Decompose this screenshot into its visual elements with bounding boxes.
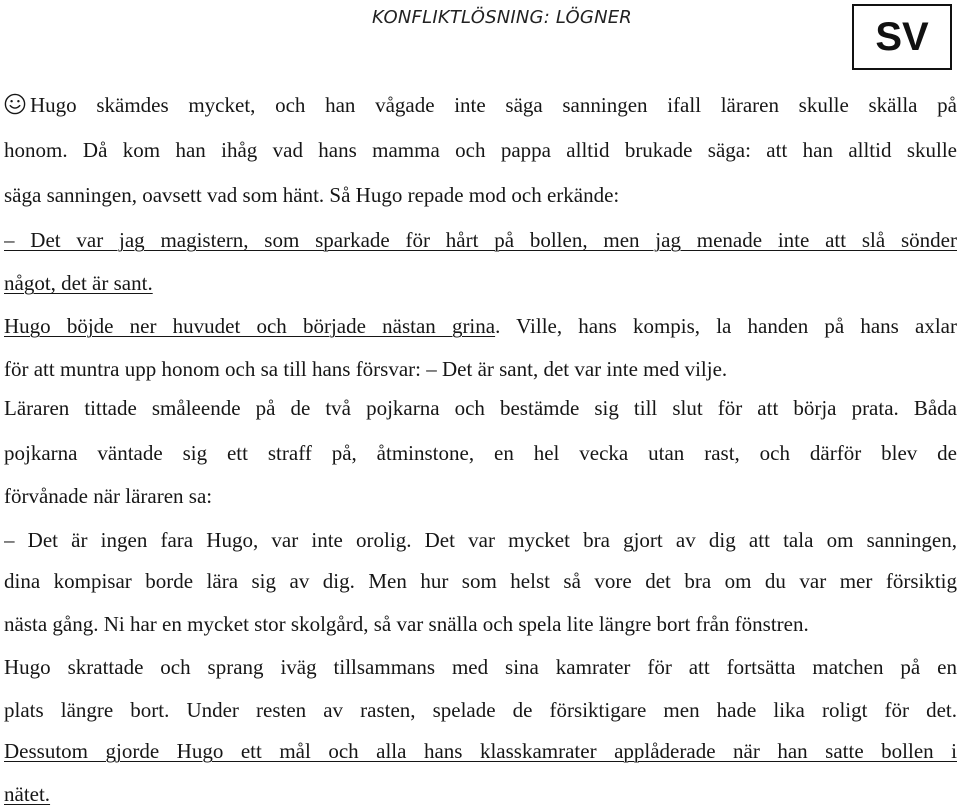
story-text-segment: nästa gång. Ni har en mycket stor skolgård, så var snälla och spela lite längre bort från fönstren. bbox=[4, 612, 809, 636]
story-line bbox=[4, 90, 957, 120]
story-underlined-segment: – Det var jag magistern, som sparkade för hårt på bollen, men jag menade inte att slå sönder bbox=[4, 228, 957, 252]
story-text-segment: säga sanningen, oavsett vad som hänt. Så Hugo repade mod och erkände: bbox=[4, 183, 620, 207]
story-text-segment: pojkarna väntade sig ett straff på, åtminstone, en hel vecka utan rast, och därför blev de bbox=[4, 441, 957, 465]
story-line bbox=[4, 525, 957, 555]
story-line bbox=[4, 609, 957, 639]
story-line bbox=[4, 268, 957, 298]
story-text-segment: för att muntra upp honom och sa till hans försvar: – Det är sant, det var inte med vilje. bbox=[4, 357, 728, 381]
story-line bbox=[4, 652, 957, 682]
story-line bbox=[4, 225, 957, 255]
story-line bbox=[4, 311, 957, 341]
story-line bbox=[4, 481, 957, 511]
story-line bbox=[4, 779, 957, 809]
story-underlined-segment: något, det är sant. bbox=[4, 271, 153, 295]
story-line bbox=[4, 354, 957, 384]
story-underlined-segment: Hugo böjde ner huvudet och började nästan grina bbox=[4, 314, 496, 338]
story-line bbox=[4, 438, 957, 468]
smiley-icon bbox=[4, 93, 26, 115]
story-text-segment: plats längre bort. Under resten av rasten, spelade de försiktigare men hade lika roligt för det. bbox=[4, 698, 957, 722]
story-text-segment: förvånade när läraren sa: bbox=[4, 484, 213, 508]
story-line bbox=[4, 695, 957, 725]
page-header-title: KONFLIKTLÖSNING: LÖGNER bbox=[372, 7, 633, 28]
story-text-segment: honom. Då kom han ihåg vad hans mamma och pappa alltid brukade säga: att han alltid skulle bbox=[4, 138, 957, 162]
story-text-segment: Hugo skrattade och sprang iväg tillsammans med sina kamrater för att fortsätta matchen på en bbox=[4, 655, 957, 679]
story-text-segment: Läraren tittade småleende på de två pojkarna och bestämde sig till slut för att börja prata. Båda bbox=[4, 396, 957, 420]
language-badge: SV bbox=[852, 4, 952, 70]
story-underlined-segment: Dessutom gjorde Hugo ett mål och alla hans klasskamrater applåderade när han satte bollen i bbox=[4, 739, 957, 763]
story-line bbox=[4, 180, 957, 210]
story-underlined-segment: nätet. bbox=[4, 782, 51, 806]
story-line-wrap bbox=[4, 314, 957, 338]
story-text-segment: . Ville, hans kompis, la handen på hans axlar bbox=[495, 314, 957, 338]
story-line bbox=[4, 566, 957, 596]
story-text-segment: – Det är ingen fara Hugo, var inte orolig. Det var mycket bra gjort av dig att tala om sanningen, bbox=[4, 528, 957, 552]
story-text-segment: Hugo skämdes mycket, och han vågade inte säga sanningen ifall läraren skulle skälla på bbox=[30, 93, 957, 117]
story-line bbox=[4, 135, 957, 165]
story-text-segment: dina kompisar borde lära sig av dig. Men hur som helst så vore det bra om du var mer försiktig bbox=[4, 569, 957, 593]
story-line bbox=[4, 393, 957, 423]
story-line bbox=[4, 736, 957, 766]
